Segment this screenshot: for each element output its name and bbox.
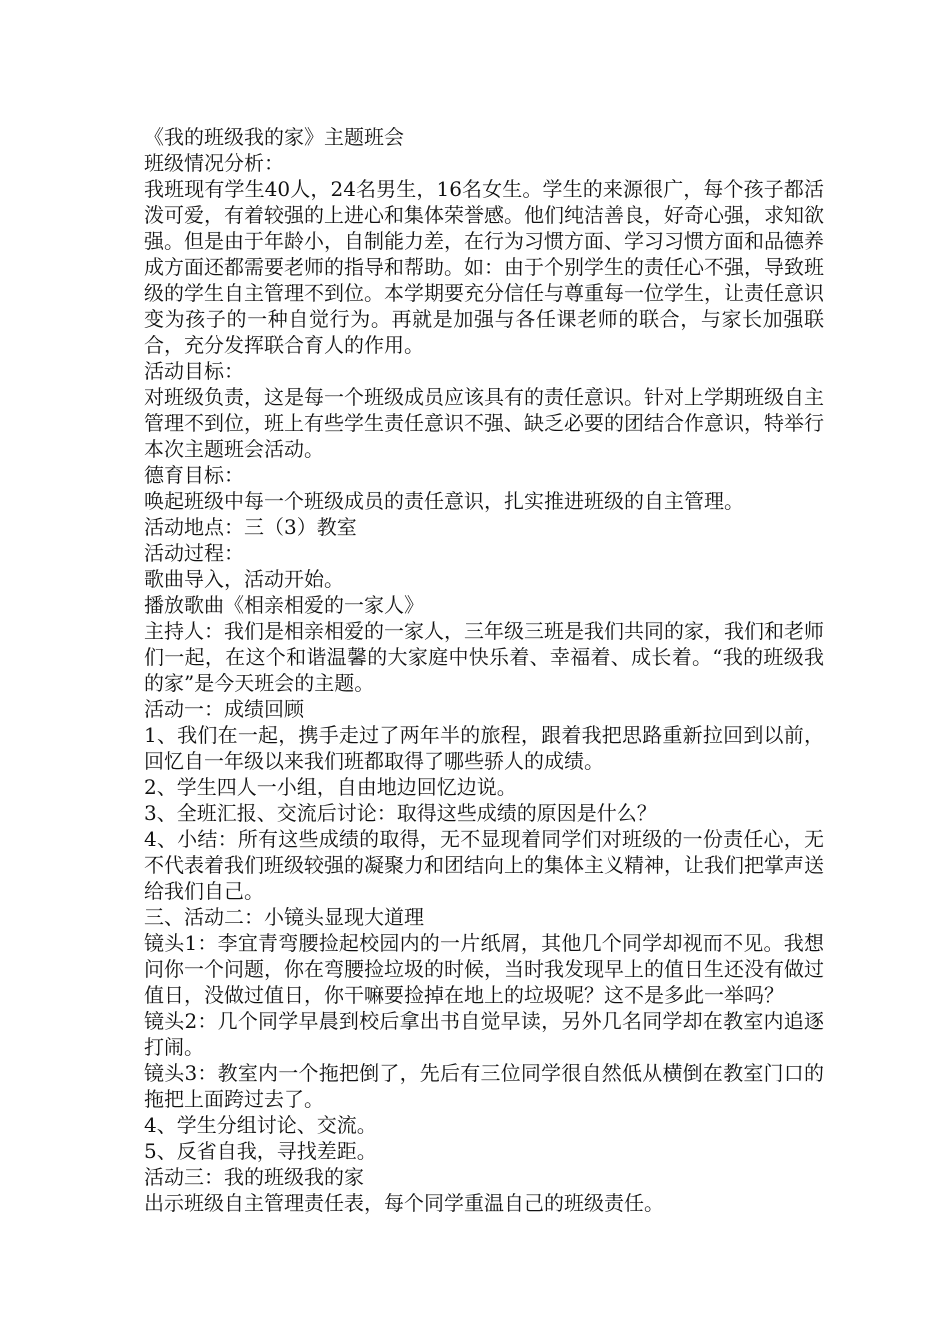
- section-heading-activity-process: 活动过程：: [144, 541, 244, 565]
- section-heading-activity-goals: 活动目标：: [144, 359, 244, 383]
- paragraph-song-intro: 歌曲导入，活动开始。: [144, 567, 344, 591]
- section-heading-class-analysis: 班级情况分析：: [144, 151, 284, 175]
- section-heading-activity-two: 三、活动二：小镜头显现大道理: [144, 905, 424, 929]
- list-item: 4、学生分组讨论、交流。: [144, 1113, 377, 1137]
- paragraph-host: 主持人：我们是相亲相爱的一家人，三年级三班是我们共同的家，我们和老师们一起，在这个和谐温馨的大家庭中快乐着、幸福着、成长着。“我的班级我的家”是今天班会的主题。: [144, 619, 824, 695]
- document-title: 《我的班级我的家》主题班会: [144, 125, 404, 149]
- paragraph-activity-goals: 对班级负责，这是每一个班级成员应该具有的责任意识。针对上学期班级自主管理不到位，班上有些学生责任意识不强、缺乏必要的团结合作意识，特举行本次主题班会活动。: [144, 385, 824, 461]
- section-heading-activity-one: 活动一：成绩回顾: [144, 697, 304, 721]
- list-item: 3、全班汇报、交流后讨论：取得这些成绩的原因是什么？: [144, 801, 657, 825]
- section-heading-moral-goals: 德育目标：: [144, 463, 244, 487]
- paragraph-scene-2: 镜头2：几个同学早晨到校后拿出书自觉早读，另外几名同学却在教室内追逐打闹。: [144, 1009, 824, 1059]
- section-heading-activity-three: 活动三：我的班级我的家: [144, 1165, 364, 1189]
- list-item: 5、反省自我，寻找差距。: [144, 1139, 377, 1163]
- activity-location: 活动地点：三（3）教室: [144, 515, 357, 539]
- paragraph-scene-3: 镜头3：教室内一个拖把倒了，先后有三位同学很自然低从横倒在教室门口的拖把上面跨过去了。: [144, 1061, 824, 1111]
- paragraph-scene-1: 镜头1：李宜青弯腰捡起校园内的一片纸屑，其他几个同学却视而不见。我想问你一个问题，你在弯腰捡垃圾的时候，当时我发现早上的值日生还没有做过值日，没做过值日，你干嘛要捡掉在地上的垃圾呢？这不是多此一举吗？: [144, 931, 824, 1007]
- list-item: 1、我们在一起，携手走过了两年半的旅程，跟着我把思路重新拉回到以前，回忆自一年级以来我们班都取得了哪些骄人的成绩。: [144, 723, 824, 773]
- paragraph-play-song: 播放歌曲《相亲相爱的一家人》: [144, 593, 424, 617]
- document-body: [144, 124, 824, 1216]
- paragraph-moral-goals: 唤起班级中每一个班级成员的责任意识，扎实推进班级的自主管理。: [144, 489, 744, 513]
- paragraph-class-analysis: 我班现有学生40人，24名男生，16名女生。学生的来源很广，每个孩子都活泼可爱，有着较强的上进心和集体荣誉感。他们纯洁善良，好奇心强，求知欲强。但是由于年龄小，自制能力差，在行为习惯方面、学习习惯方面和品德养成方面还都需要老师的指导和帮助。如：由于个别学生的责任心不强，导致班级的学生自主管理不到位。本学期要充分信任与尊重每一位学生，让责任意识变为孩子的一种自觉行为。再就是加强与各任课老师的联合，与家长加强联合，充分发挥联合育人的作用。: [144, 177, 824, 357]
- paragraph-responsibility-table: 出示班级自主管理责任表，每个同学重温自己的班级责任。: [144, 1191, 664, 1215]
- list-item: 4、小结：所有这些成绩的取得，无不显现着同学们对班级的一份责任心，无不代表着我们班级较强的凝聚力和团结向上的集体主义精神，让我们把掌声送给我们自己。: [144, 827, 824, 903]
- list-item: 2、学生四人一小组，自由地边回忆边说。: [144, 775, 517, 799]
